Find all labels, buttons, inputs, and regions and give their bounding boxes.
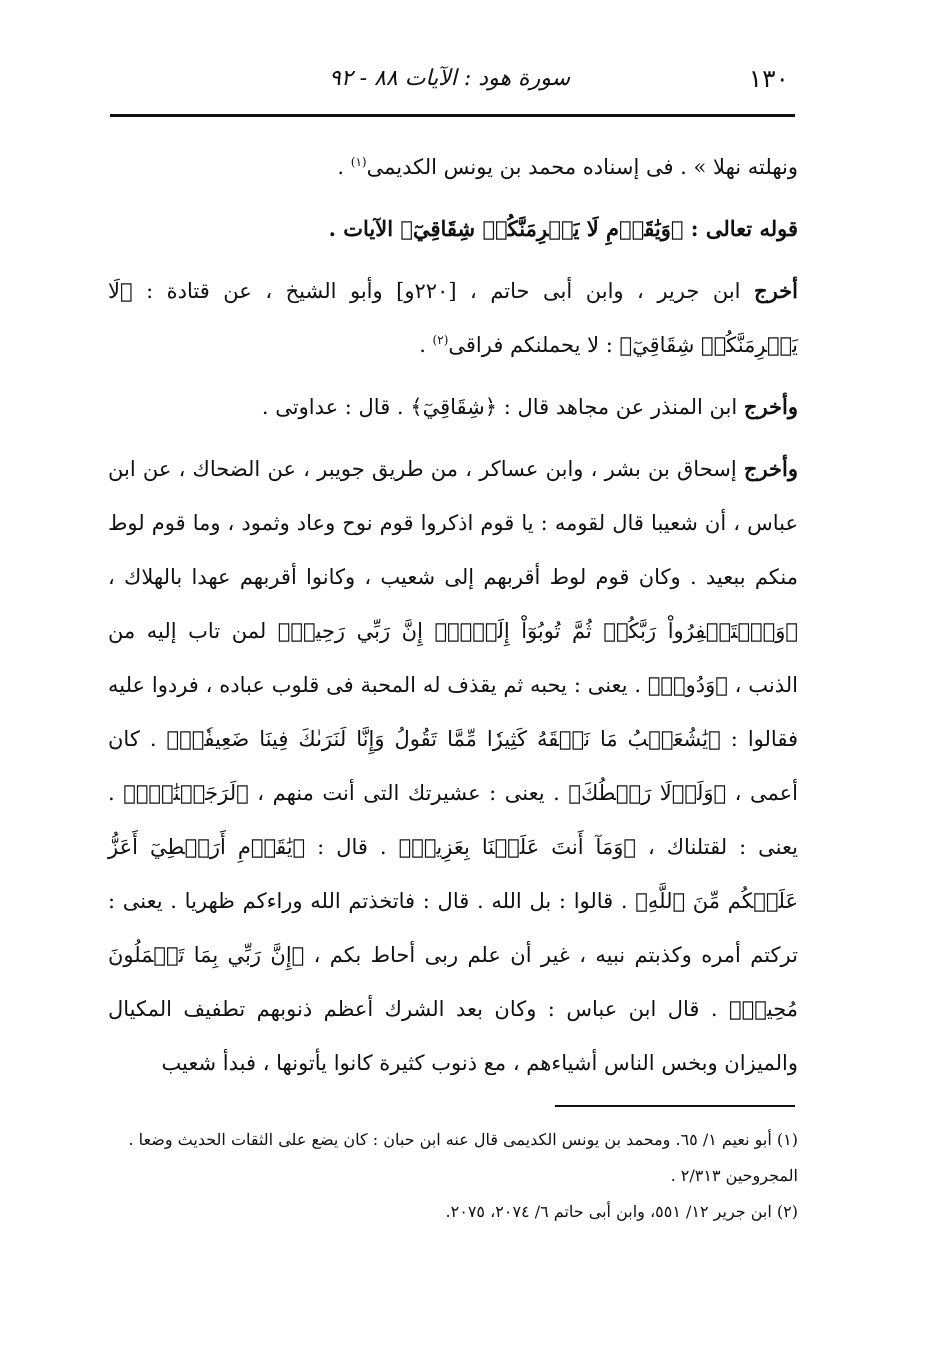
page-header xyxy=(110,58,795,106)
footnotes xyxy=(108,1122,798,1230)
paragraph-lead: قوله تعالى : xyxy=(690,216,798,241)
paragraph-tail: . xyxy=(337,155,351,179)
paragraph xyxy=(108,442,798,1090)
header-rule xyxy=(110,114,795,117)
paragraph-text: ابن جرير ، وابن أبى حاتم ، [٢٢٠و] وأبو الشيخ ، عن قتادة : ﴿لَا يَجۡرِمَنَّكُمۡ شِقَاقِيٓ﴾ : لا يحملنكم فراقى xyxy=(108,279,798,357)
footnote: (٢) ابن جرير ١٢/ ٥٥١، وابن أبى حاتم ٦/ ٢٠٧٤، ٢٠٧٥. xyxy=(445,1202,798,1221)
body-text xyxy=(108,140,798,1090)
footnote-marker[interactable]: (٢) xyxy=(432,333,449,347)
paragraph-lead: وأخرج xyxy=(743,456,798,481)
paragraph-text: ﴿وَيَٰقَوۡمِ لَا يَجۡرِمَنَّكُمۡ شِقَاقِيٓ﴾ الآيات . xyxy=(328,216,691,241)
paragraph-text: ابن المنذر عن مجاهد قال : ﴿شِقَاقِيٓ﴾ . قال : عداوتى . xyxy=(261,395,744,419)
paragraph-text: إسحاق بن بشر ، وابن عساكر ، من طريق جويبر ، عن الضحاك ، عن ابن عباس ، أن شعيبا قال لقومه : يا قوم اذكروا قوم نوح وعاد وثمود ، وما قوم لوط منكم ببعيد . وكان قوم لوط أقربهم إلى شعيب ، وكانوا أقربهم عهدا بالهلاك ، ﴿وَٱسۡتَغۡفِرُواْ رَبَّكُمۡ ثُمَّ تُوبُوٓاْ إِلَيۡهِۚ إِنَّ رَبِّي رَحِيمٞ﴾ لمن تاب إليه من الذنب ، ﴿وَدُودٞ﴾ . يعنى : يحبه ثم يقذف له المحبة فى قلوب عباده ، فردوا عليه فقالوا : ﴿يَٰشُعَيۡبُ مَا نَفۡقَهُ كَثِيرٗا مِّمَّا تَقُولُ وَإِنَّا لَنَرَىٰكَ فِينَا ضَعِيفٗاۖ﴾ . كان أعمى ، ﴿وَلَوۡلَا رَهۡطُكَ﴾ . يعنى : عشيرتك التى أنت منهم ، ﴿لَرَجَمۡنَٰكَۖ﴾ . يعنى : لقتلناك ، ﴿وَمَآ أَنتَ عَلَيۡنَا بِعَزِيزٖ﴾ . قال : ﴿يَٰقَوۡمِ أَرَهۡطِيٓ أَعَزُّ عَلَيۡكُم مِّنَ ٱللَّهِ﴾ . قالوا : بل الله . قال : فاتخذتم الله وراءكم ظهريا . يعنى : تركتم أمره وكذبتم نبيه ، غير أن علم ربى أحاط بكم ، ﴿إِنَّ رَبِّي بِمَا تَعۡمَلُونَ مُحِيطٞ﴾ . قال ابن عباس : وكان بعد الشرك أعظم ذنوبهم تطفيف المكيال والميزان وبخس الناس أشياءهم ، مع ذنوب كثيرة كانوا يأتونها ، فبدأ شعيب xyxy=(108,457,798,1075)
footnote: (١) أبو نعيم ١/ ٦٥. ومحمد بن يونس الكديمى قال عنه ابن حبان : كان يضع على الثقات الحديث وضعا . المجروحين ٢/٣١٣ . xyxy=(128,1130,798,1185)
paragraph xyxy=(108,264,798,372)
paragraph-lead: وأخرج xyxy=(743,394,798,419)
page-number: ١٣٠ xyxy=(748,64,789,93)
paragraph xyxy=(108,380,798,434)
footnote-marker[interactable]: (١) xyxy=(350,155,367,169)
paragraph xyxy=(108,202,798,256)
paragraph-text: ونهلته نهلا » . فى إسناده محمد بن يونس الكديمى xyxy=(366,155,798,179)
running-title: سورة هود : الآيات ٨٨ - ٩٢ xyxy=(329,66,570,91)
paragraph xyxy=(108,140,798,194)
paragraph-tail: . xyxy=(419,333,433,357)
footnote-rule xyxy=(555,1105,795,1107)
paragraph-lead: أخرج xyxy=(754,278,798,303)
